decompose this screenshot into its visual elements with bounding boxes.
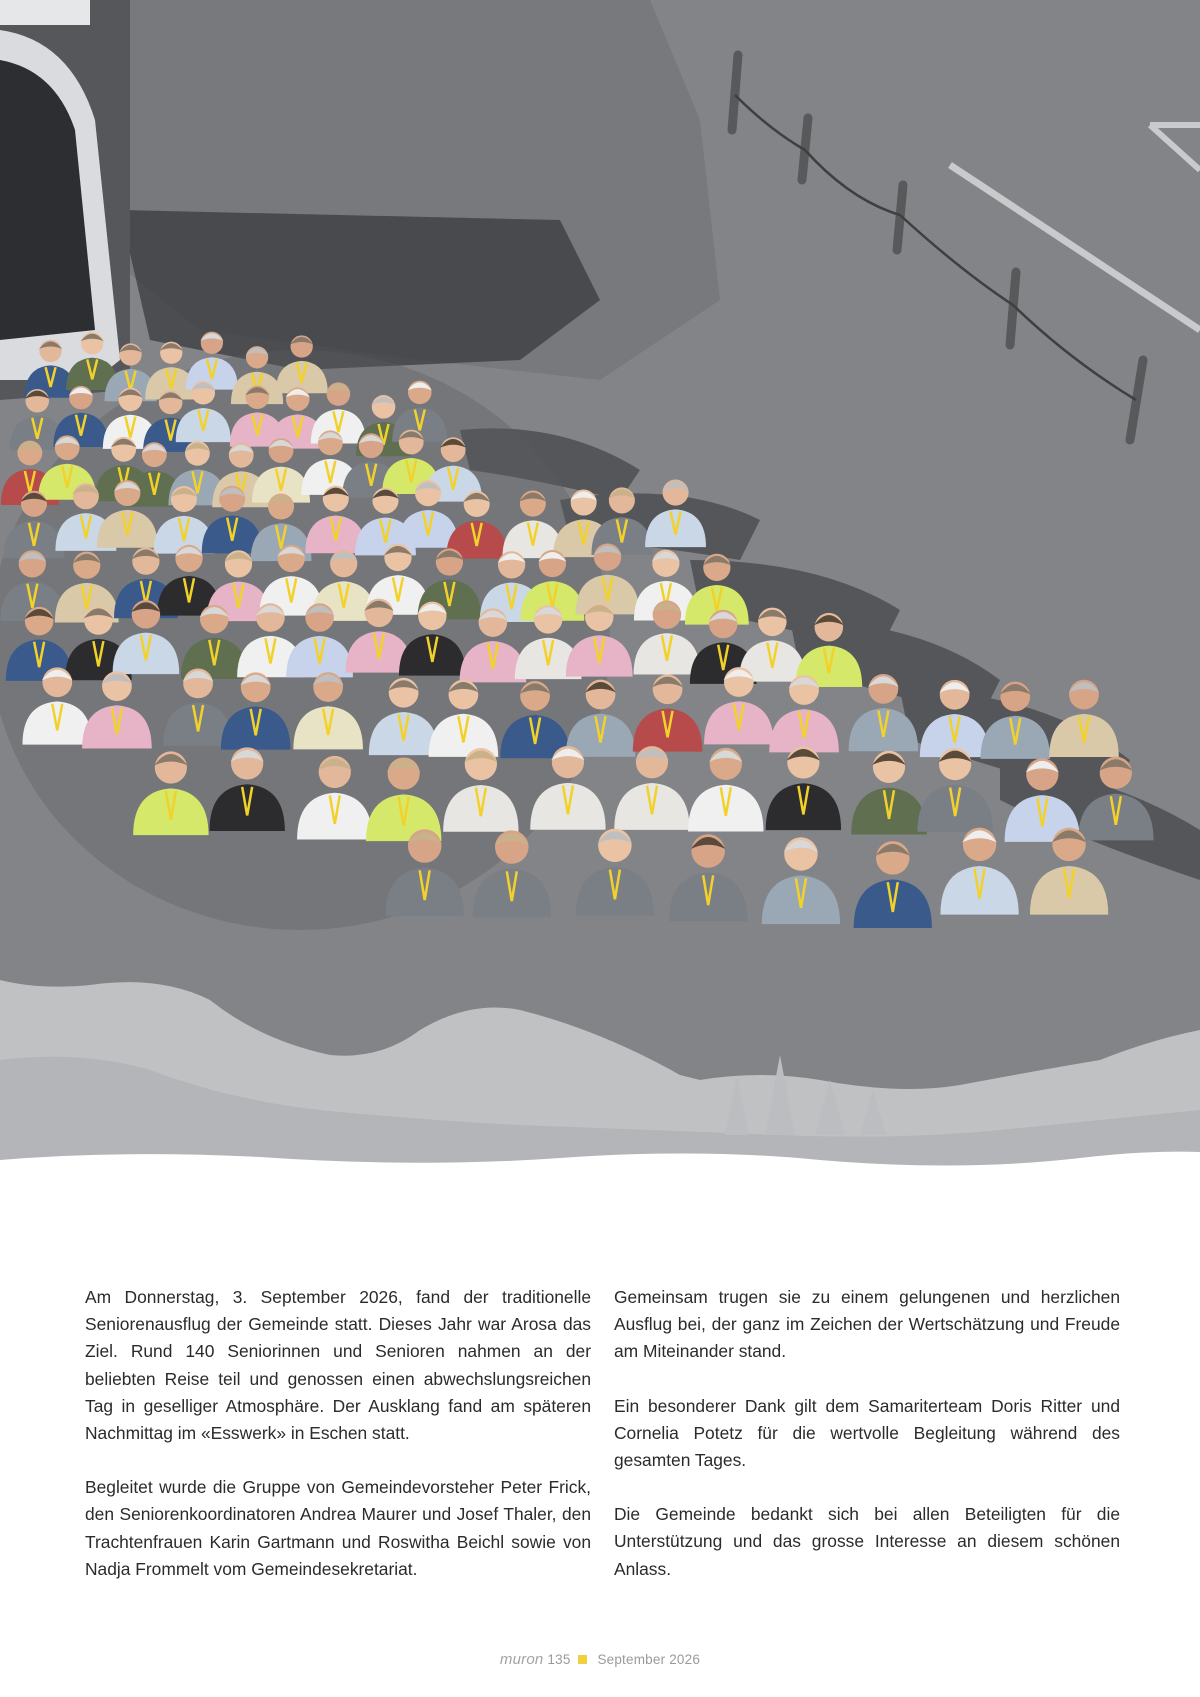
issue-date: September 2026 (597, 1652, 701, 1667)
article-paragraph: Gemeinsam trugen sie zu einem gelungenen und herzlichen Ausflug bei, der ganz im Zeichen der Wertschätzung und Freude am Miteinander stand. (614, 1287, 1120, 1362)
article-paragraph: Die Gemeinde bedankt sich bei allen Beteiligten für die Unterstützung und das grosse Interesse an diesem schönen Anlass. (614, 1504, 1120, 1579)
magazine-brand: muron (499, 1651, 544, 1668)
article-column-left (85, 1284, 591, 1610)
separator-square-icon (578, 1655, 587, 1664)
article-column-right (614, 1284, 1120, 1610)
issue-number: 135 (547, 1652, 571, 1667)
article-paragraph: Am Donnerstag, 3. September 2026, fand der traditionelle Seniorenausflug der Gemeinde statt. Dieses Jahr war Arosa das Ziel. Rund 140 Seniorinnen und Senioren nahmen an der beliebten Reise teil und genossen einen abwechslungsreichen Tag in geselliger Atmosphäre. Der Ausklang fand am späteren Nachmittag im «Esswerk» in Eschen statt. (85, 1287, 591, 1444)
page-footer (0, 1651, 1200, 1668)
article-paragraph: Ein besonderer Dank gilt dem Samariterteam Doris Ritter und Cornelia Potetz für die wertvolle Begleitung während des gesamten Tages. (614, 1395, 1120, 1471)
article-paragraph: Begleitet wurde die Gruppe von Gemeindevorsteher Peter Frick, den Seniorenkoordinatoren Andrea Maurer und Josef Thaler, den Trachtenfrauen Karin Gartmann und Roswitha Beichl sowie von Nadja Frommelt vom Gemeindesekretariat. (85, 1477, 591, 1579)
